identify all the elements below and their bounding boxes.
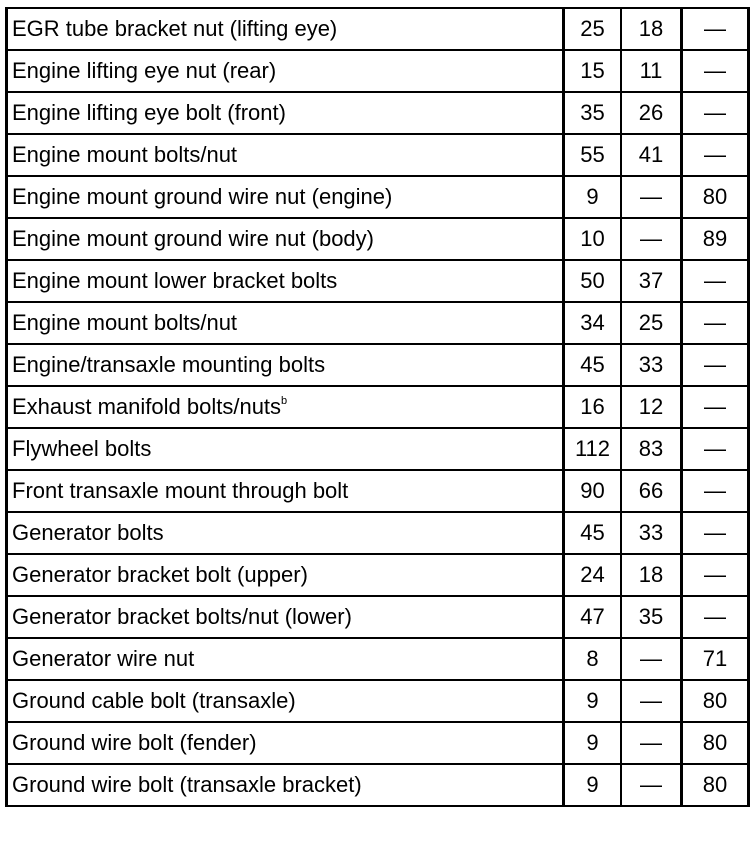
component-description: Engine lifting eye nut (rear) — [12, 58, 277, 83]
table-row — [7, 134, 749, 176]
torque-in-lb-cell: — — [682, 596, 749, 638]
torque-ft-lb-cell: 12 — [621, 386, 682, 428]
torque-in-lb-cell: — — [682, 428, 749, 470]
torque-ft-lb-cell: 25 — [621, 302, 682, 344]
torque-ft-lb-cell: — — [621, 218, 682, 260]
torque-in-lb-cell: 80 — [682, 722, 749, 764]
component-description-cell — [7, 764, 564, 806]
torque-ft-lb-cell: — — [621, 638, 682, 680]
component-description: Ground wire bolt (transaxle bracket) — [12, 772, 362, 797]
torque-nm-cell: 34 — [564, 302, 622, 344]
component-description-cell — [7, 260, 564, 302]
component-description: Ground cable bolt (transaxle) — [12, 688, 296, 713]
torque-in-lb-cell: — — [682, 50, 749, 92]
table-row — [7, 302, 749, 344]
torque-ft-lb-cell: 37 — [621, 260, 682, 302]
component-description: Generator wire nut — [12, 646, 195, 671]
torque-ft-lb-cell: — — [621, 176, 682, 218]
table-row — [7, 680, 749, 722]
torque-in-lb-cell: — — [682, 260, 749, 302]
torque-nm-cell: 35 — [564, 92, 622, 134]
torque-in-lb-cell: — — [682, 386, 749, 428]
torque-in-lb-cell: — — [682, 8, 749, 50]
table-row — [7, 50, 749, 92]
component-description-cell — [7, 134, 564, 176]
torque-ft-lb-cell: 26 — [621, 92, 682, 134]
table-row — [7, 638, 749, 680]
torque-in-lb-cell: — — [682, 344, 749, 386]
table-row — [7, 8, 749, 50]
table-row — [7, 386, 749, 428]
component-description-cell — [7, 302, 564, 344]
component-description: Generator bolts — [12, 520, 164, 545]
torque-nm-cell: 45 — [564, 512, 622, 554]
torque-in-lb-cell: — — [682, 554, 749, 596]
table-row — [7, 596, 749, 638]
torque-nm-cell: 47 — [564, 596, 622, 638]
component-description: Generator bracket bolts/nut (lower) — [12, 604, 352, 629]
torque-in-lb-cell: 89 — [682, 218, 749, 260]
component-description: Engine mount lower bracket bolts — [12, 268, 338, 293]
torque-ft-lb-cell: — — [621, 722, 682, 764]
table-row — [7, 176, 749, 218]
component-description-cell — [7, 344, 564, 386]
component-description-cell — [7, 218, 564, 260]
component-description: Flywheel bolts — [12, 436, 152, 461]
component-description: Engine mount ground wire nut (engine) — [12, 184, 393, 209]
table-row — [7, 344, 749, 386]
torque-ft-lb-cell: 18 — [621, 554, 682, 596]
table-row — [7, 92, 749, 134]
table-row — [7, 218, 749, 260]
torque-nm-cell: 9 — [564, 680, 622, 722]
component-description: Engine mount bolts/nut — [12, 310, 238, 335]
component-description-cell — [7, 92, 564, 134]
torque-nm-cell: 16 — [564, 386, 622, 428]
footnote-marker: b — [281, 394, 288, 407]
component-description: Exhaust manifold bolts/nuts — [12, 394, 282, 419]
component-description-cell — [7, 512, 564, 554]
torque-spec-table — [5, 7, 750, 807]
torque-in-lb-cell: 80 — [682, 680, 749, 722]
component-description: Front transaxle mount through bolt — [12, 478, 349, 503]
torque-nm-cell: 9 — [564, 722, 622, 764]
torque-in-lb-cell: 80 — [682, 764, 749, 806]
torque-ft-lb-cell: 66 — [621, 470, 682, 512]
torque-in-lb-cell: — — [682, 512, 749, 554]
table-row — [7, 722, 749, 764]
component-description-cell — [7, 680, 564, 722]
torque-ft-lb-cell: 18 — [621, 8, 682, 50]
torque-nm-cell: 50 — [564, 260, 622, 302]
table-row — [7, 512, 749, 554]
table-row — [7, 554, 749, 596]
torque-nm-cell: 10 — [564, 218, 622, 260]
component-description-cell — [7, 50, 564, 92]
component-description: Engine lifting eye bolt (front) — [12, 100, 286, 125]
component-description-cell — [7, 554, 564, 596]
torque-nm-cell: 15 — [564, 50, 622, 92]
component-description-cell — [7, 176, 564, 218]
torque-nm-cell: 55 — [564, 134, 622, 176]
component-description-cell — [7, 638, 564, 680]
component-description: Engine mount ground wire nut (body) — [12, 226, 374, 251]
component-description: Generator bracket bolt (upper) — [12, 562, 308, 587]
table-row — [7, 428, 749, 470]
table-row — [7, 764, 749, 806]
torque-spec-table-body — [7, 8, 749, 806]
component-description: Engine/transaxle mounting bolts — [12, 352, 326, 377]
torque-in-lb-cell: — — [682, 470, 749, 512]
torque-ft-lb-cell: 35 — [621, 596, 682, 638]
component-description: Ground wire bolt (fender) — [12, 730, 257, 755]
torque-ft-lb-cell: 83 — [621, 428, 682, 470]
table-row — [7, 260, 749, 302]
torque-nm-cell: 9 — [564, 764, 622, 806]
torque-nm-cell: 8 — [564, 638, 622, 680]
torque-in-lb-cell: — — [682, 134, 749, 176]
component-description-cell — [7, 596, 564, 638]
torque-ft-lb-cell: 41 — [621, 134, 682, 176]
torque-nm-cell: 9 — [564, 176, 622, 218]
torque-in-lb-cell: 80 — [682, 176, 749, 218]
component-description-cell — [7, 428, 564, 470]
component-description-cell — [7, 722, 564, 764]
torque-in-lb-cell: — — [682, 92, 749, 134]
torque-ft-lb-cell: 11 — [621, 50, 682, 92]
component-description-cell — [7, 386, 564, 428]
component-description-cell — [7, 470, 564, 512]
table-row — [7, 470, 749, 512]
torque-nm-cell: 45 — [564, 344, 622, 386]
torque-ft-lb-cell: 33 — [621, 512, 682, 554]
component-description: Engine mount bolts/nut — [12, 142, 238, 167]
torque-in-lb-cell: 71 — [682, 638, 749, 680]
torque-ft-lb-cell: — — [621, 764, 682, 806]
torque-nm-cell: 90 — [564, 470, 622, 512]
torque-ft-lb-cell: 33 — [621, 344, 682, 386]
component-description: EGR tube bracket nut (lifting eye) — [12, 16, 338, 41]
torque-nm-cell: 112 — [564, 428, 622, 470]
torque-in-lb-cell: — — [682, 302, 749, 344]
component-description-cell — [7, 8, 564, 50]
torque-ft-lb-cell: — — [621, 680, 682, 722]
torque-nm-cell: 25 — [564, 8, 622, 50]
torque-nm-cell: 24 — [564, 554, 622, 596]
